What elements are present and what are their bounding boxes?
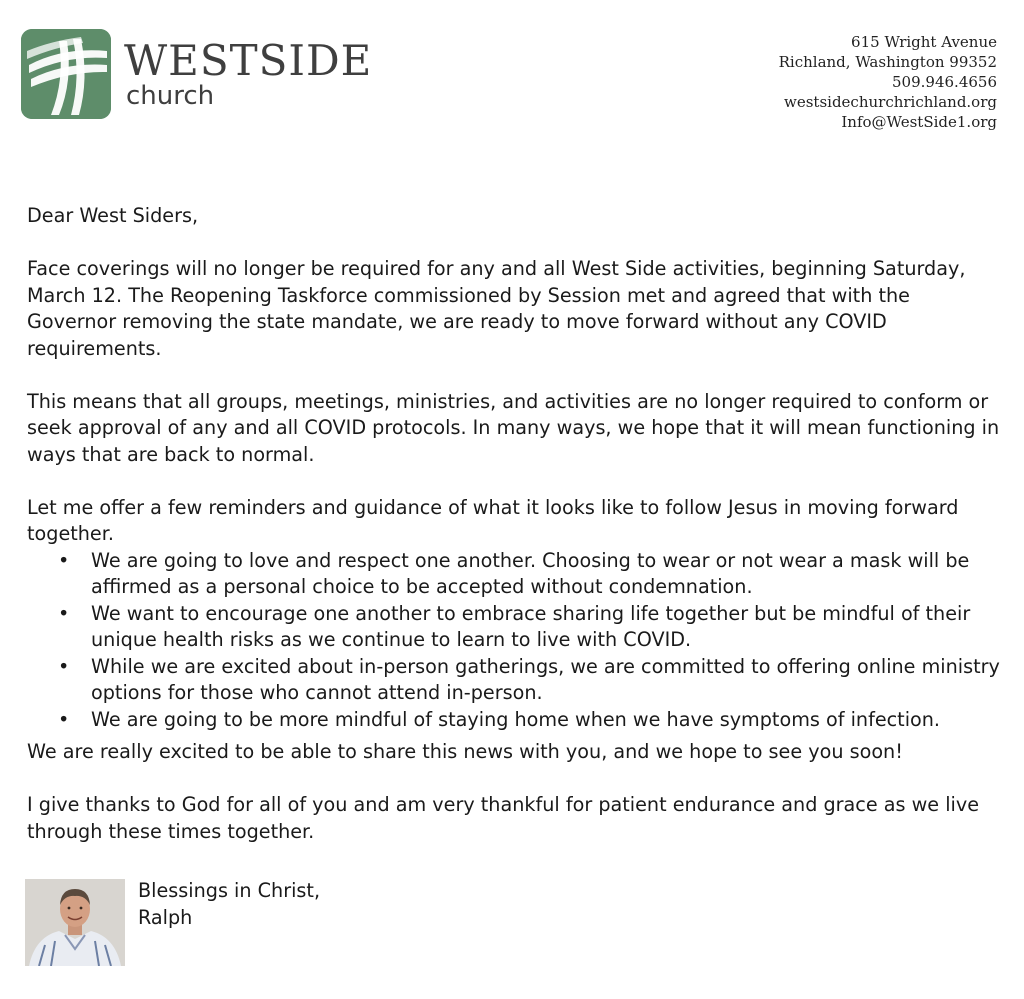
contact-block (779, 32, 997, 132)
bullet-icon: • (58, 548, 70, 572)
bullet-icon: • (58, 707, 70, 731)
phone-number: 509.946.4656 (892, 73, 997, 91)
list-item-text: While we are excited about in-person gatherings, we are committed to offering online ministry options for those who cannot attend in-person. (91, 654, 1000, 704)
signature-block (25, 879, 320, 966)
list-item (27, 601, 1002, 654)
website-link[interactable]: westsidechurchrichland.org (784, 93, 997, 111)
list-item-text: We are going to be more mindful of staying home when we have symptoms of infection. (91, 707, 941, 731)
salutation: Dear West Siders, (27, 204, 199, 227)
guidance-list (27, 548, 1002, 734)
closing-line: Blessings in Christ, (138, 879, 321, 902)
logo-subtitle: church (126, 81, 215, 111)
logo-text (124, 36, 373, 111)
email-link[interactable]: Info@WestSide1.org (841, 113, 997, 131)
paragraph-guidance-intro: Let me offer a few reminders and guidance of what it looks like to follow Jesus in moving forward together. (27, 495, 959, 545)
bullet-icon: • (58, 654, 70, 678)
list-item (27, 548, 1002, 601)
list-item (27, 707, 1002, 734)
logo-wordmark: WESTSIDE (124, 36, 373, 85)
pastor-photo (25, 879, 125, 966)
list-item-text: We want to encourage one another to embrace sharing life together but be mindful of their unique health risks as we continue to learn to live with COVID. (91, 601, 971, 651)
address-line-1: 615 Wright Avenue (851, 33, 997, 51)
paragraph-mask-policy: Face coverings will no longer be required for any and all West Side activities, beginning Saturday, March 12. The Reopening Taskforce commissioned by Session met and agreed that with the Governor removing the state mandate, we are ready to move forward without any COVID requirements. (27, 257, 966, 360)
address-line-2: Richland, Washington 99352 (778, 53, 997, 71)
list-item (27, 654, 1002, 707)
church-logo (21, 29, 372, 119)
list-item-text: We are going to love and respect one another. Choosing to wear or not wear a mask will be affirmed as a personal choice to be accepted without condemnation. (91, 548, 970, 598)
paragraph-thanks: I give thanks to God for all of you and am very thankful for patient endurance and grace as we live through these times together. (27, 793, 980, 843)
signer-name: Ralph (138, 905, 193, 929)
paragraph-excited: We are really excited to be able to share this news with you, and we hope to see you soon! (27, 740, 903, 763)
cross-logo-icon (21, 29, 111, 119)
bullet-icon: • (58, 601, 70, 625)
signature-text (138, 878, 320, 966)
letter-body (27, 203, 1002, 872)
paragraph-protocols: This means that all groups, meetings, ministries, and activities are no longer required to conform or seek approval of any and all COVID protocols. In many ways, we hope that it will mean functioning in ways that are back to normal. (27, 389, 1000, 466)
